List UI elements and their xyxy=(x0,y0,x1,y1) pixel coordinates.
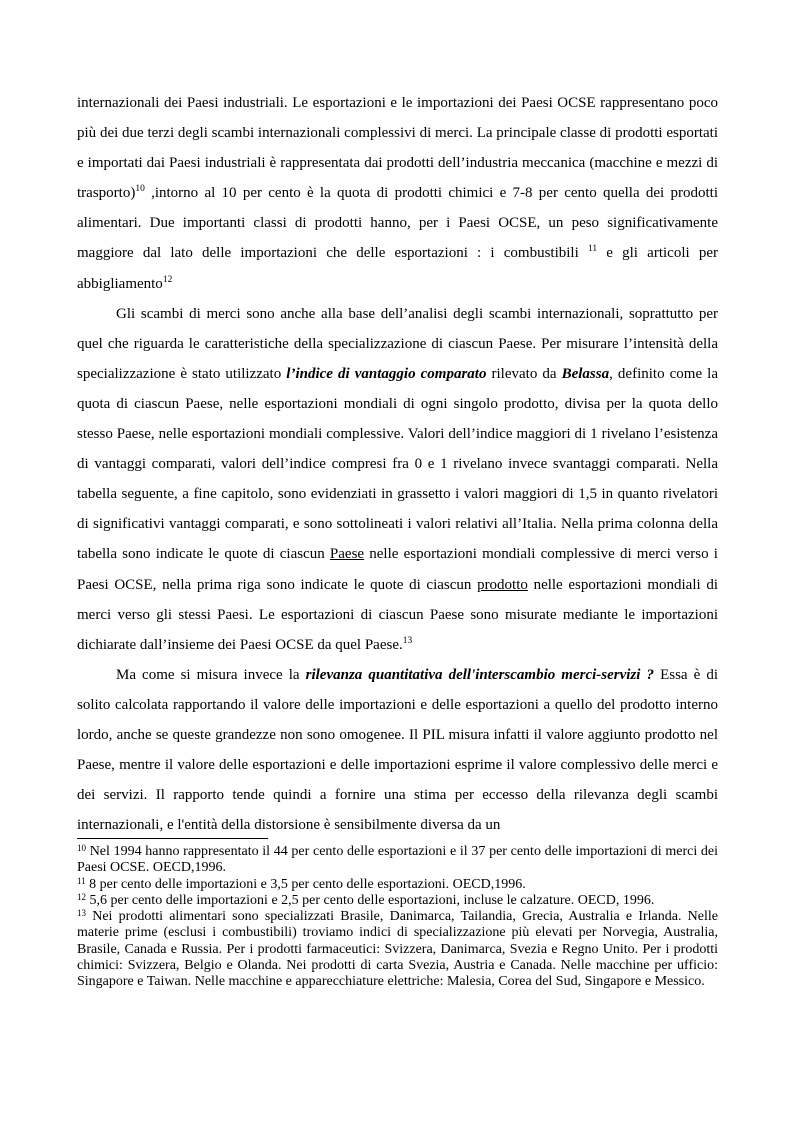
footnote-10 xyxy=(77,844,718,877)
footnote-number: 11 xyxy=(77,875,86,886)
paragraph-3: Ma come si misura invece la rilevanza quantitativa dell'interscambio merci-servizi ? Essa è di solito calcolata rapportando il valore delle importazioni e delle esportazioni a quello del prodotto interno lordo, anche se queste grandezze non sono omogenee. Il PIL misura infatti il valore aggiunto prodotto nel Paese, mentre il valore delle esportazioni e delle importazioni esprime il valore complessivo delle merci e dei servizi. Il rapporto tende quindi a fornire una stima per eccesso della rilevanza degli scambi internazionali, e l'entità della distorsione è sensibilmente diversa da un xyxy=(77,666,719,834)
footnote-ref-10[interactable]: 10 xyxy=(135,184,145,195)
footnote-separator xyxy=(77,838,268,839)
body-text xyxy=(77,88,718,840)
underlined-prodotto: prodotto xyxy=(477,576,528,593)
footnote-number: 10 xyxy=(77,843,86,853)
footnote-ref-11[interactable]: 11 xyxy=(587,244,598,255)
footnote-11 xyxy=(77,877,718,893)
paragraph-1: internazionali dei Paesi industriali. Le esportazioni e le importazioni dei Paesi OCSE rappresentano poco più dei due terzi degli scambi internazionali complessivi di merci. La principale classe di prodotti esportati e importati dai Paesi industriali è rappresentata dai prodotti dell’industria meccanica (macchine e mezzi di trasporto)$^{10}$ ,intorno al 10 per cento è la quota di prodotti chimici e 7-8 per cento quella dei prodotti alimentari. Due importanti classi di prodotti hanno, per i Paesi OCSE, un peso significativamente maggiore dal lato delle importazioni che delle esportazioni : i combustibili $^{11}$ e gli articoli per abbigliamento$^{12}$ xyxy=(77,95,718,292)
paragraph-2: Gli scambi di merci sono anche alla base dell’analisi degli scambi internazionali, soprattutto per quel che riguarda le caratteristiche della specializzazione di ciascun Paese. Per misurare l’intensità della specializzazione è stato utilizzato l’indice di vantaggio comparato rilevato da Belassa, definito come la quota di ciascun Paese, nelle esportazioni mondiali di ogni singolo prodotto, divisa per la quota dello stesso Paese, nelle esportazioni mondiali complessive. Valori dell’indice maggiori di 1 rivelano l’esistenza di vantaggi comparati, valori dell’indice compresi fra 0 e 1 rivelano invece svantaggi comparati. Nella tabella seguente, a fine capitolo, sono evidenziati in grassetto i valori maggiori di 1,5 in quanto rivelatori di significativi vantaggi comparati, e sono sottolineati i valori relativi all’Italia. Nella prima colonna della tabella sono indicate le quote di ciascun Paese nelle esportazioni mondiali complessive di merci verso i Paesi OCSE, nella prima riga sono indicate le quote di ciascun prodotto nelle esportazioni mondiali di merci verso gli stessi Paesi. Le esportazioni di ciascun Paese sono misurate mediante le importazioni dichiarate dall’insieme dei Paesi OCSE da quel Paese.$^{13}$ xyxy=(77,305,718,653)
emphasis-belassa: Belassa xyxy=(561,365,610,382)
document-page xyxy=(77,88,718,840)
footnote-text: 8 per cento delle importazioni e 3,5 per cento delle esportazioni. OECD,1996. xyxy=(85,876,526,892)
footnote-text: 5,6 per cento delle importazioni e 2,5 per cento delle esportazioni, incluse le calzature. OECD, 1996. xyxy=(86,892,655,908)
footnote-number: 13 xyxy=(77,908,86,919)
underlined-paese: Paese xyxy=(329,546,365,563)
footnotes xyxy=(77,844,718,991)
footnote-ref-13[interactable]: 13 xyxy=(402,635,413,646)
footnote-ref-12[interactable]: 12 xyxy=(162,274,173,285)
footnote-12 xyxy=(77,893,718,909)
footnote-text: Nei prodotti alimentari sono specializzati Brasile, Danimarca, Tailandia, Grecia, Australia e Irlanda. Nelle materie prime (esclusi i combustibili) troviamo indici di specializzazione più elevati per Norvegia, Australia, Brasile, Canada e Russia. Per i prodotti farmaceutici: Svizzera, Danimarca, Svezia e Regno Unito. Per i prodotti chimici: Svizzera, Belgio e Olanda. Nei prodotti di carta Svezia, Austria e Canada. Nelle macchine per ufficio: Singapore e Taiwan. Nelle macchine e apparecchiature elettriche: Malesia, Corea del Sud, Singapore e Messico. xyxy=(77,909,718,990)
footnote-text: Nel 1994 hanno rappresentato il 44 per cento delle esportazioni e il 37 per cento delle importazioni di merci dei Paesi OCSE. OECD,1996. xyxy=(77,844,718,876)
emphasis-comparative-advantage-index: l’indice di vantaggio comparato xyxy=(286,365,487,382)
footnote-13 xyxy=(77,909,718,990)
footnote-number: 12 xyxy=(77,891,86,902)
emphasis-quantitative-relevance: rilevanza quantitativa dell'interscambio merci-servizi ? xyxy=(305,666,655,683)
